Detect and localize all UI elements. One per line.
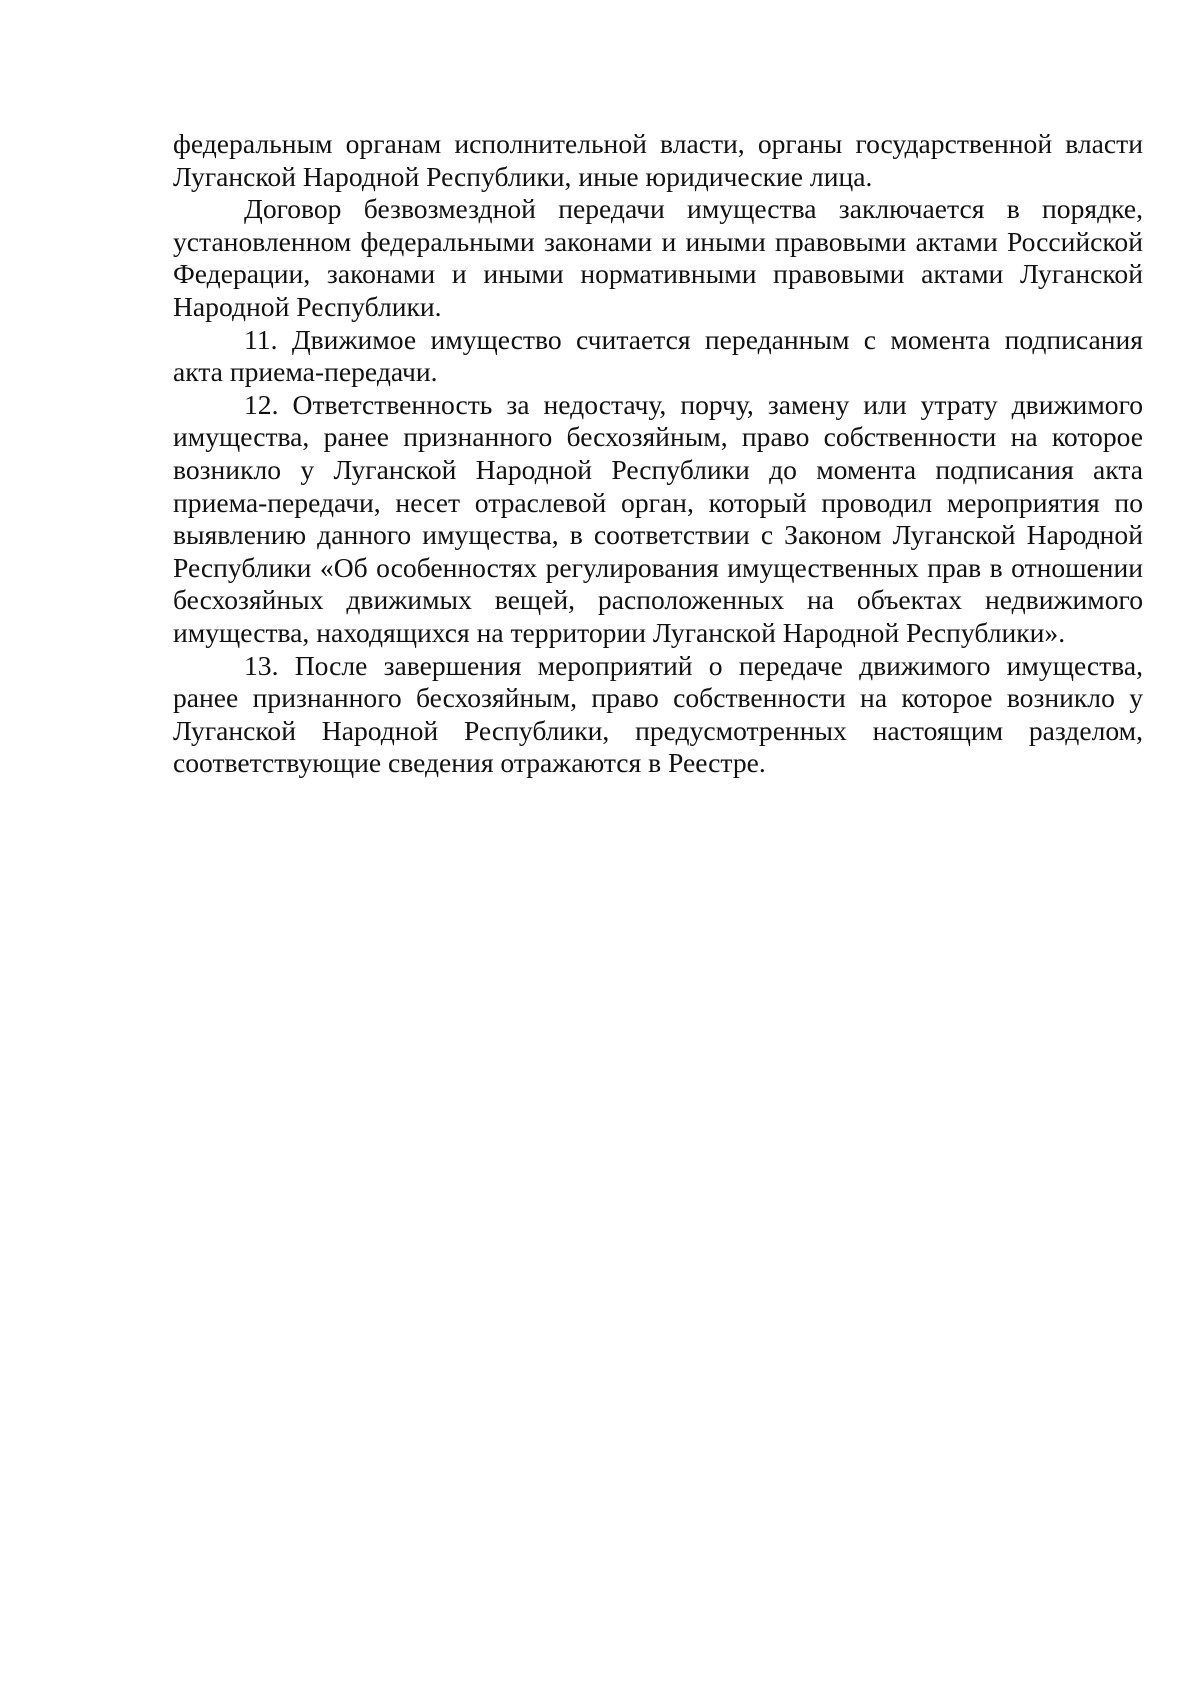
paragraph-contract: Договор безвозмездной передачи имущества заключается в порядке, установленном федеральными законами и иными правовыми актами Российской Федерации, законами и иными нормативными правовыми актами Луганской Народной Республики. [173, 193, 1143, 322]
document-body [173, 128, 1143, 780]
paragraph-item-13: 13. После завершения мероприятий о передаче движимого имущества, ранее признанного бесхозяйным, право собственности на которое возникло у Луганской Народной Республики, предусмотренных настоящим разделом, соответствующие сведения отражаются в Реестре. [173, 649, 1143, 779]
paragraph-continuation: федеральным органам исполнительной власти, органы государственной власти Луганской Народной Республики, иные юридические лица. [173, 128, 1143, 192]
paragraph-item-12: 12. Ответственность за недостачу, порчу, замену или утрату движимого имущества, ранее признанного бесхозяйным, право собственности на которое возникло у Луганской Народной Республики до момента подписания акта приема-передачи, несет отраслевой орган, который проводил мероприятия по выявлению данного имущества, в соответствии с Законом Луганской Народной Республики «Об особенностях регулирования имущественных прав в отношении бесхозяйных движимых вещей, расположенных на объектах недвижимого имущества, находящихся на территории Луганской Народной Республики». [173, 388, 1143, 648]
paragraph-item-11: 11. Движимое имущество считается переданным с момента подписания акта приема-передачи. [173, 323, 1143, 388]
